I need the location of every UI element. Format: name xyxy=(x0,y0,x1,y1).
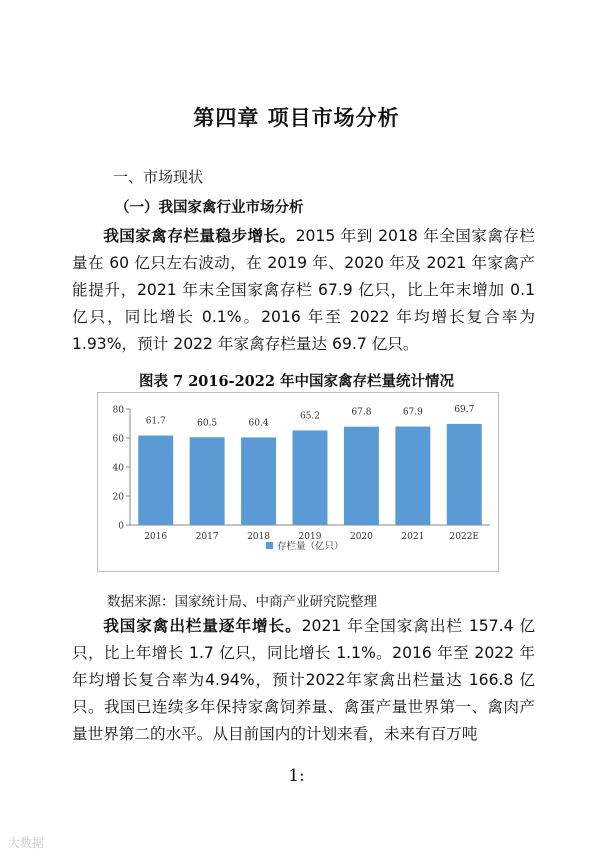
x-tick-label: 2017 xyxy=(195,532,219,542)
x-tick-label: 2022E xyxy=(449,532,480,542)
page-number: 1: xyxy=(288,766,305,786)
bar xyxy=(447,424,482,525)
legend-label: 存栏量（亿只） xyxy=(277,541,344,552)
data-label: 67.9 xyxy=(402,407,423,418)
paragraph-stock xyxy=(72,222,535,358)
y-tick-label: 60 xyxy=(112,434,124,445)
bar xyxy=(241,437,276,525)
subsection-title: （一）我国家禽行业市场分析 xyxy=(115,199,304,216)
x-tick-label: 2020 xyxy=(349,532,373,542)
watermark-logo: 大数据 xyxy=(8,836,45,850)
bar-chart xyxy=(98,393,498,571)
paragraph-stock-text: 2015 年到 2018 年全国家禽存栏量在 60 亿只左右波动，在 2019 年、2020 年及 2021 年家禽产能提升，2021 年末全国家禽存栏 67.9 亿只，比上年末增加 0.1 亿只，同比增长 0.1%。2016 年至 2022 年均增长复合率为 1.93%，预计 2022 年家禽存栏量达 69.7 亿只。 xyxy=(72,227,535,353)
y-tick-label: 80 xyxy=(112,405,124,416)
x-tick-label: 2016 xyxy=(144,532,168,542)
y-tick-label: 0 xyxy=(118,521,124,532)
bar xyxy=(190,437,225,525)
bar xyxy=(395,427,430,525)
x-tick-label: 2021 xyxy=(401,532,425,542)
source-note: 数据来源：国家统计局、中商产业研究院整理 xyxy=(107,594,377,610)
bar xyxy=(344,427,379,525)
data-label: 60.5 xyxy=(197,418,218,429)
paragraph-stock-lead: 我国家禽存栏量稳步增长。 xyxy=(103,226,296,245)
bar xyxy=(293,430,328,525)
data-label: 65.2 xyxy=(299,411,321,422)
y-tick-label: 40 xyxy=(112,463,124,474)
chart-frame xyxy=(97,392,499,572)
paragraph-slaughter-lead: 我国家禽出栏量逐年增长。 xyxy=(103,616,302,635)
x-tick-label: 2019 xyxy=(298,532,322,542)
bar xyxy=(138,436,173,525)
section-title: 一、市场现状 xyxy=(113,168,204,186)
chapter-title: 第四章 项目市场分析 xyxy=(193,105,400,130)
data-label: 69.7 xyxy=(454,404,475,415)
x-tick-label: 2018 xyxy=(247,532,271,542)
y-tick-label: 20 xyxy=(112,492,124,503)
data-label: 61.7 xyxy=(145,416,166,427)
paragraph-slaughter-text: 2021 年全国家禽出栏 157.4 亿只，比上年增长 1.7 亿只，同比增长 1.1%。2016 年至 2022 年年均增长复合率为4.94%，预计2022年家禽出栏量达 166.8 亿只。我国已连续多年保持家禽饲养量、禽蛋产量世界第一、禽肉产量世界第二的水平。从目前国内的计划来看，未来有百万吨 xyxy=(72,617,535,743)
data-label: 60.4 xyxy=(248,418,269,429)
paragraph-slaughter xyxy=(72,612,535,748)
data-label: 67.8 xyxy=(351,407,372,418)
legend-swatch xyxy=(266,542,273,549)
figure-caption: 图表 7 2016-2022 年中国家禽存栏量统计情况 xyxy=(139,373,454,390)
